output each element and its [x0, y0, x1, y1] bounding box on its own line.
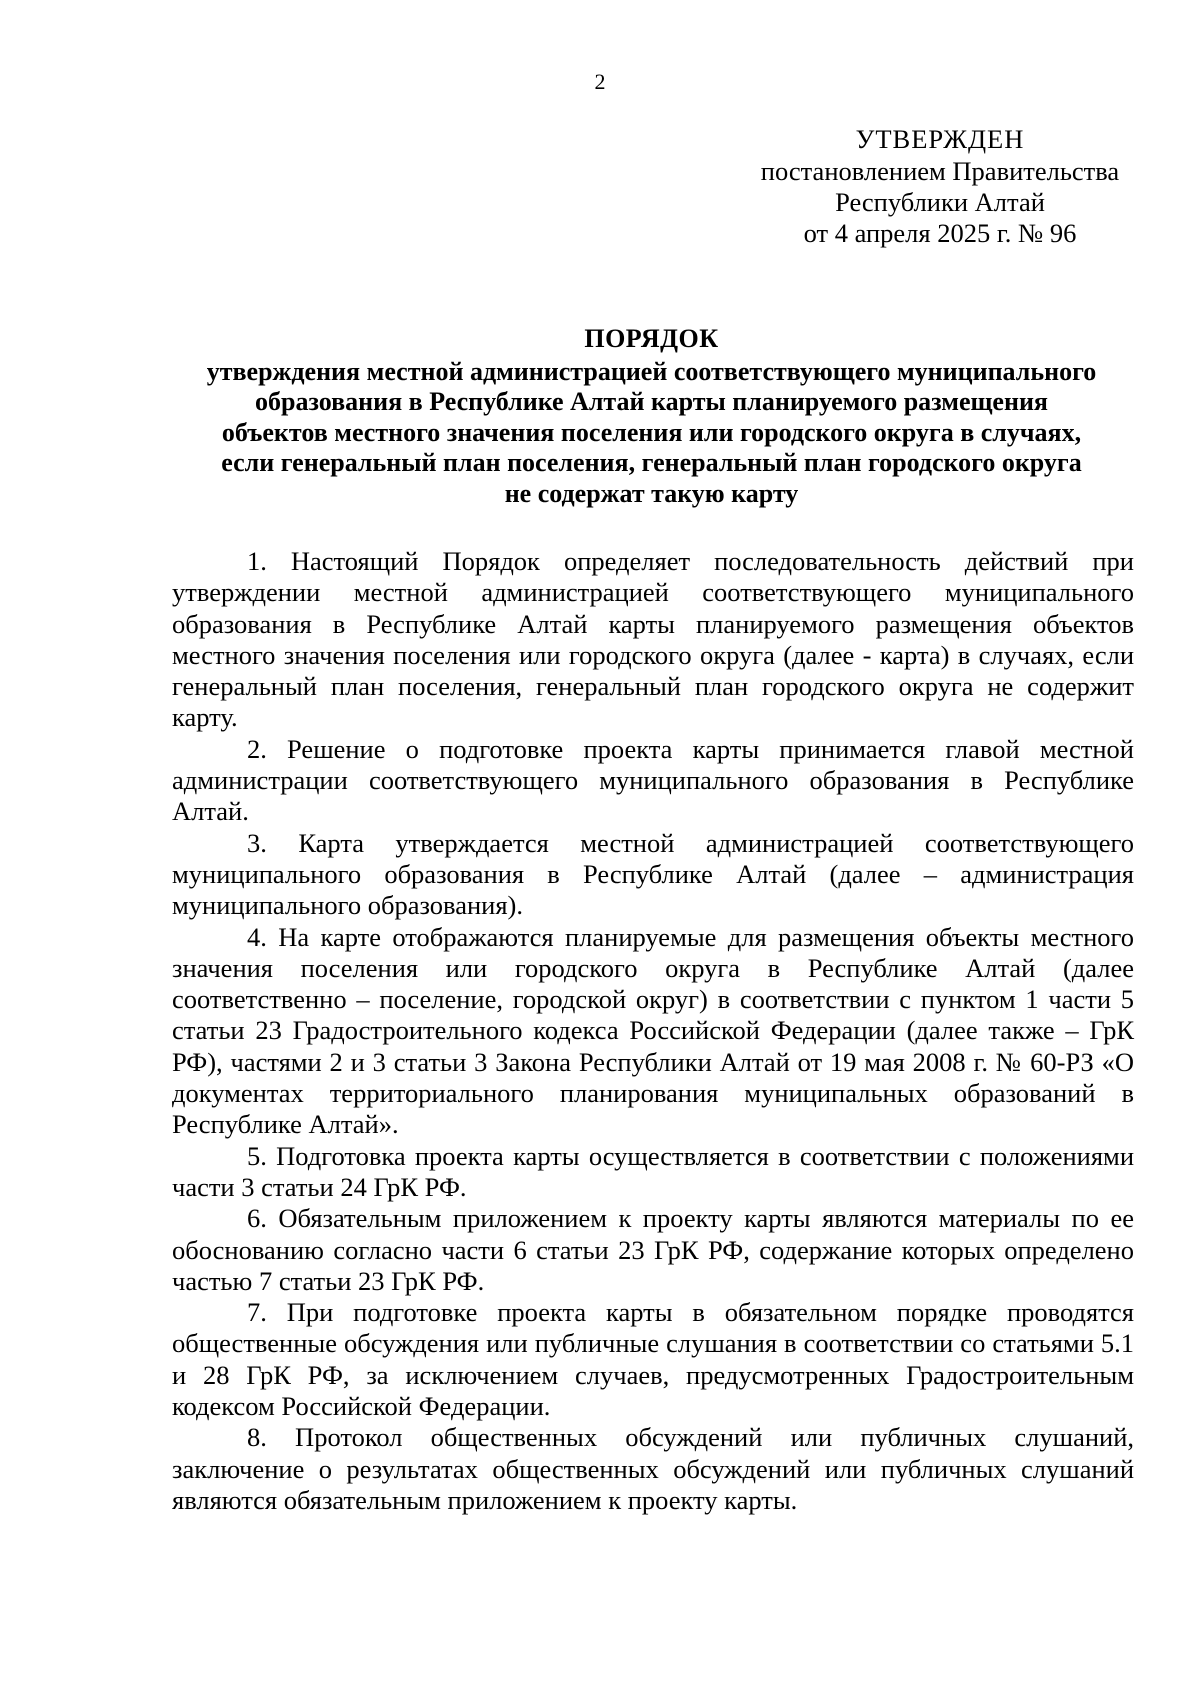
document-subtitle-line: утверждения местной администрацией соответствующего муниципального	[206, 356, 1097, 386]
document-subtitle-line: если генеральный план поселения, генеральный план городского округа	[221, 448, 1082, 477]
document-subtitle-line: не содержат такую карту	[504, 478, 799, 508]
approval-date-number: от 4 апреля 2025 г. № 96	[803, 218, 1077, 248]
paragraph-3: 3. Карта утверждается местной администрацией соответствующего муниципального образования в Республике Алтай (далее – администрация муниципального образования).	[172, 827, 1134, 921]
paragraph-8: 8. Протокол общественных обсуждений или публичных слушаний, заключение о результатах общественных обсуждений или публичных слушаний являются обязательным приложением к проекту карты.	[172, 1422, 1134, 1515]
approval-stamp	[730, 124, 1150, 249]
approval-line: постановлением Правительства	[760, 156, 1120, 186]
paragraph-5: 5. Подготовка проекта карты осуществляется в соответствии с положениями части 3 статьи 24 ГрК РФ.	[172, 1140, 1134, 1202]
approval-title: УТВЕРЖДЕН	[855, 124, 1025, 154]
paragraph-1: 1. Настоящий Порядок определяет последовательность действий при утверждении местной администрацией соответствующего муниципального образования в Республике Алтай карты планируемого размещения объектов местного значения поселения или городского округа (далее - карта) в случаях, если генеральный план поселения, генеральный план городского округа не содержит карту.	[172, 546, 1134, 733]
paragraph-2: 2. Решение о подготовке проекта карты принимается главой местной администрации соответствующего муниципального образования в Республике Алтай.	[172, 733, 1134, 827]
paragraph-7: 7. При подготовке проекта карты в обязательном порядке проводятся общественные обсуждения или публичные слушания в соответствии со статьями 5.1 и 28 ГрК РФ, за исключением случаев, предусмотренных Градостроительным кодексом Российской Федерации.	[172, 1297, 1134, 1422]
approval-line: Республики Алтай	[835, 187, 1045, 217]
paragraph-4: 4. На карте отображаются планируемые для размещения объекты местного значения поселения или городского округа в Республике Алтай (далее соответственно – поселение, городской округ) в соответствии с пунктом 1 части 5 статьи 23 Градостроительного кодекса Российской Федерации (далее также – ГрК РФ), частями 2 и 3 статьи 3 Закона Республики Алтай от 19 мая 2008 г. № 60-РЗ «О документах территориального планирования муниципальных образований в Республике Алтай».	[172, 921, 1134, 1140]
paragraph-6: 6. Обязательным приложением к проекту карты являются материалы по ее обоснованию согласно части 6 статьи 23 ГрК РФ, содержание которых определено частью 7 статьи 23 ГрК РФ.	[172, 1203, 1134, 1296]
document-heading	[170, 324, 1133, 509]
document-body	[172, 546, 1134, 1516]
document-title: ПОРЯДОК	[584, 324, 719, 353]
page-number: 2	[594, 69, 606, 94]
document-subtitle-line: образования в Республике Алтай карты планируемого размещения	[254, 387, 1048, 416]
document-subtitle-line: объектов местного значения поселения или городского округа в случаях,	[221, 417, 1082, 447]
